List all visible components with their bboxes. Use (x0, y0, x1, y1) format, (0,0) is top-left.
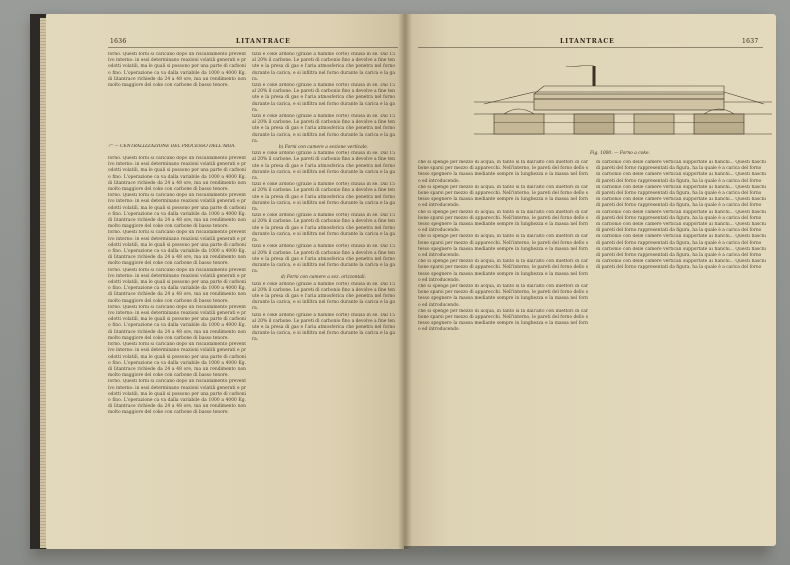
left-column-2: tizzi e coke ardono (grazie a fiamme corte) chiusa in sé. Dal 15 al 20% il carbone. Le pareti di carbonio fino a devolve a fine tenute e la presa di gas e l'aria atmosferica che penetra nel forno durante la carica, e si infiltra nel forno durante la carica e la gara. tizzi e coke ardono (grazie a fiamme corte) chiusa in sé. Dal 15 al 20% il carbone. Le pareti di carbonio fino a devolve a fine tenute e la presa di gas e l'aria atmosferica che penetra nel forno durante la carica, e si infiltra nel forno durante la carica e la gara. tizzi e coke ardono (grazie a fiamme corte) chiusa in sé. Dal 15 al 20% il carbone. Le pareti di carbonio fino a devolve a fine tenute e la presa di gas e l'aria atmosferica che penetra nel forno durante la carica, e si infiltra nel forno durante la carica e la gara. b) Forni con camere a sezione verticale. tizzi e coke ardono (grazie a fiamme corte) chiusa in sé. Dal 15 al 20% il carbone. Le pareti di carbonio fino a devolve a fine tenute e la presa di gas e l'aria atmosferica che penetra nel forno durante la carica, e si infiltra nel forno durante la carica e la gara. tizzi e coke ardono (grazie a fiamme corte) chiusa in sé. Dal 15 al 20% il carbone. Le pareti di carbonio fino a devolve a fine tenute e la presa di gas e l'aria atmosferica che penetra nel forno durante la carica, e si infiltra nel forno durante la carica e la gara. tizzi e coke ardono (grazie a fiamme corte) chiusa in sé. Dal 15 al 20% il carbone. Le pareti di carbonio fino a devolve a fine tenute e la presa di gas e l'aria atmosferica che penetra nel forno durante la carica, e si infiltra nel forno durante la carica e la gara. tizzi e coke ardono (grazie a fiamme corte) chiusa in sé. Dal 15 al 20% il carbone. Le pareti di carbonio fino a devolve a fine tenute e la presa di gas e l'aria atmosferica che penetra nel forno durante la carica, e si infiltra nel forno durante la carica e la gara. d) Forni con camere a sez. orizzontali. tizzi e coke ardono (grazie a fiamme corte) chiusa in sé. Dal 15 al 20% il carbone. Le pareti di carbonio fino a devolve a fine tenute e la presa di gas e l'aria atmosferica che penetra nel forno durante la carica, e si infiltra nel forno durante la carica e la gara. tizzi e coke ardono (grazie a fiamme corte) chiusa in sé. Dal 15 al 20% il carbone. Le pareti di carbonio fino a devolve a fine tenute e la presa di gas e l'aria atmosferica che penetra nel forno durante la carica, e si infiltra nel forno durante la carica e la gara. (252, 52, 395, 343)
subhead-vertical-chambers: b) Forni con camere a sezione verticale. (278, 145, 369, 151)
subhead-horizontal-chambers: d) Forni con camere a sez. orizzontali. (280, 275, 367, 281)
left-section-heading: 7° — CENTRALIZZAZIONE DEL PROCESSO DELL'ARIA. (108, 144, 236, 149)
right-header-rule (418, 47, 763, 48)
left-column-1-text: forno. Questi forni si caricano dopo un riscaldamento preventivo interno: in essi determinano reazioni volatili generati e prodotti volatili, ma le quali si possono per una parte di carbonio fino. L'operazione ca va dalla variabile da 1000 a 4000 Kg. di litantrace richiede da 24 a 48 ore, ma un rendimento non molto maggiore del coke con carbone di basso tenore. (108, 52, 246, 89)
right-page-number: 1637 (742, 38, 759, 45)
left-header-rule (108, 47, 398, 48)
right-running-title: LITANTRACE (560, 38, 615, 45)
figure-caption: Fig. 1000. — Forno a coke. (590, 151, 650, 156)
book-gutter (398, 14, 412, 549)
right-column-2: di carbonio con delle camere verticali supportate ai fianchi... Questi fiaschi di pareti del forno rappresentati da figura, ha la quale è a carica del forno di carbonio con delle camere verticali supportate ai fianchi... Questi fiaschi di pareti del forno rappresentati da figura, ha la quale è a carica del forno di carbonio con delle camere verticali supportate ai fianchi... Questi fiaschi di pareti del forno rappresentati da figura, ha la quale è a carica del forno di carbonio con delle camere verticali supportate ai fianchi... Questi fiaschi di pareti del forno rappresentati da figura, ha la quale è a carica del forno di carbonio con delle camere verticali supportate ai fianchi... Questi fiaschi di pareti del forno rappresentati da figura, ha la quale è a carica del forno di carbonio con delle camere verticali supportate ai fianchi... Questi fiaschi di pareti del forno rappresentati da figura, ha la quale è a carica del forno di carbonio con delle camere verticali supportate ai fianchi... Questi fiaschi di pareti del forno rappresentati da figura, ha la quale è a carica del forno di carbonio con delle camere verticali supportate ai fianchi... Questi fiaschi di pareti del forno rappresentati da figura, ha la quale è a carica del forno di carbonio con delle camere verticali supportate ai fianchi... Questi fiaschi di pareti del forno rappresentati da figura, ha la quale è a carica del forno (596, 160, 766, 271)
left-running-title: LITANTRACE (236, 38, 291, 45)
left-page-number: 1636 (110, 38, 127, 45)
left-column-1-continued: forno. Questi forni si caricano dopo un riscaldamento preventivo interno: in essi determinano reazioni volatili generati e prodotti volatili, ma le quali si possono per una parte di carbonio fino. L'operazione ca va dalla variabile da 1000 a 4000 Kg. di litantrace richiede da 24 a 48 ore, ma un rendimento non molto maggiore del coke con carbone di basso tenore. forno. Questi forni si caricano dopo un riscaldamento preventivo interno: in essi determinano reazioni volatili generati e prodotti volatili, ma le quali si possono per una parte di carbonio fino. L'operazione ca va dalla variabile da 1000 a 4000 Kg. di litantrace richiede da 24 a 48 ore, ma un rendimento non molto maggiore del coke con carbone di basso tenore. forno. Questi forni si caricano dopo un riscaldamento preventivo interno: in essi determinano reazioni volatili generati e prodotti volatili, ma le quali si possono per una parte di carbonio fino. L'operazione ca va dalla variabile da 1000 a 4000 Kg. di litantrace richiede da 24 a 48 ore, ma un rendimento non molto maggiore del coke con carbone di basso tenore. forno. Questi forni si caricano dopo un riscaldamento preventivo interno: in essi determinano reazioni volatili generati e prodotti volatili, ma le quali si possono per una parte di carbonio fino. L'operazione ca va dalla variabile da 1000 a 4000 Kg. di litantrace richiede da 24 a 48 ore, ma un rendimento non molto maggiore del coke con carbone di basso tenore. forno. Questi forni si caricano dopo un riscaldamento preventivo interno: in essi determinano reazioni volatili generati e prodotti volatili, ma le quali si possono per una parte di carbonio fino. L'operazione ca va dalla variabile da 1000 a 4000 Kg. di litantrace richiede da 24 a 48 ore, ma un rendimento non molto maggiore del coke con carbone di basso tenore. forno. Questi forni si caricano dopo un riscaldamento preventivo interno: in essi determinano reazioni volatili generati e prodotti volatili, ma le quali si possono per una parte di carbonio fino. L'operazione ca va dalla variabile da 1000 a 4000 Kg. di litantrace richiede da 24 a 48 ore, ma un rendimento non molto maggiore del coke con carbone di basso tenore. forno. Questi forni si caricano dopo un riscaldamento preventivo interno: in essi determinano reazioni volatili generati e prodotti volatili, ma le quali si possono per una parte di carbonio fino. L'operazione ca va dalla variabile da 1000 a 4000 Kg. di litantrace richiede da 24 a 48 ore, ma un rendimento non molto maggiore del coke con carbone di basso tenore. (108, 156, 246, 416)
left-column-1-continued-text: forno. Questi forni si caricano dopo un riscaldamento preventivo interno: in essi determinano reazioni volatili generati e prodotti volatili, ma le quali si possono per una parte di carbonio fino. L'operazione ca va dalla variabile da 1000 a 4000 Kg. di litantrace richiede da 24 a 48 ore, ma un rendimento non molto maggiore del coke con carbone di basso tenore. (108, 156, 246, 193)
coke-oven-illustration (474, 64, 772, 144)
right-column-1: che si spenge per mezzo di acqua, in tanto si fa dall'alto con iniettori di carbone sparsi per mezzo di apparecchi. Nell'interno, le pareti del forno dello stesso spegnere la massa mediante sempre in lunghezza e la massa nel forno ed introducendo. che si spenge per mezzo di acqua, in tanto si fa dall'alto con iniettori di carbone sparsi per mezzo di apparecchi. Nell'interno, le pareti del forno dello stesso spegnere la massa mediante sempre in lunghezza e la massa nel forno ed introducendo. che si spenge per mezzo di acqua, in tanto si fa dall'alto con iniettori di carbone sparsi per mezzo di apparecchi. Nell'interno, le pareti del forno dello stesso spegnere la massa mediante sempre in lunghezza e la massa nel forno ed introducendo. che si spenge per mezzo di acqua, in tanto si fa dall'alto con iniettori di carbone sparsi per mezzo di apparecchi. Nell'interno, le pareti del forno dello stesso spegnere la massa mediante sempre in lunghezza e la massa nel forno ed introducendo. che si spenge per mezzo di acqua, in tanto si fa dall'alto con iniettori di carbone sparsi per mezzo di apparecchi. Nell'interno, le pareti del forno dello stesso spegnere la massa mediante sempre in lunghezza e la massa nel forno ed introducendo. che si spenge per mezzo di acqua, in tanto si fa dall'alto con iniettori di carbone sparsi per mezzo di apparecchi. Nell'interno, le pareti del forno dello stesso spegnere la massa mediante sempre in lunghezza e la massa nel forno ed introducendo. che si spenge per mezzo di acqua, in tanto si fa dall'alto con iniettori di carbone sparsi per mezzo di apparecchi. Nell'interno, le pareti del forno dello stesso spegnere la massa mediante sempre in lunghezza e la massa nel forno ed introducendo. (418, 160, 588, 333)
